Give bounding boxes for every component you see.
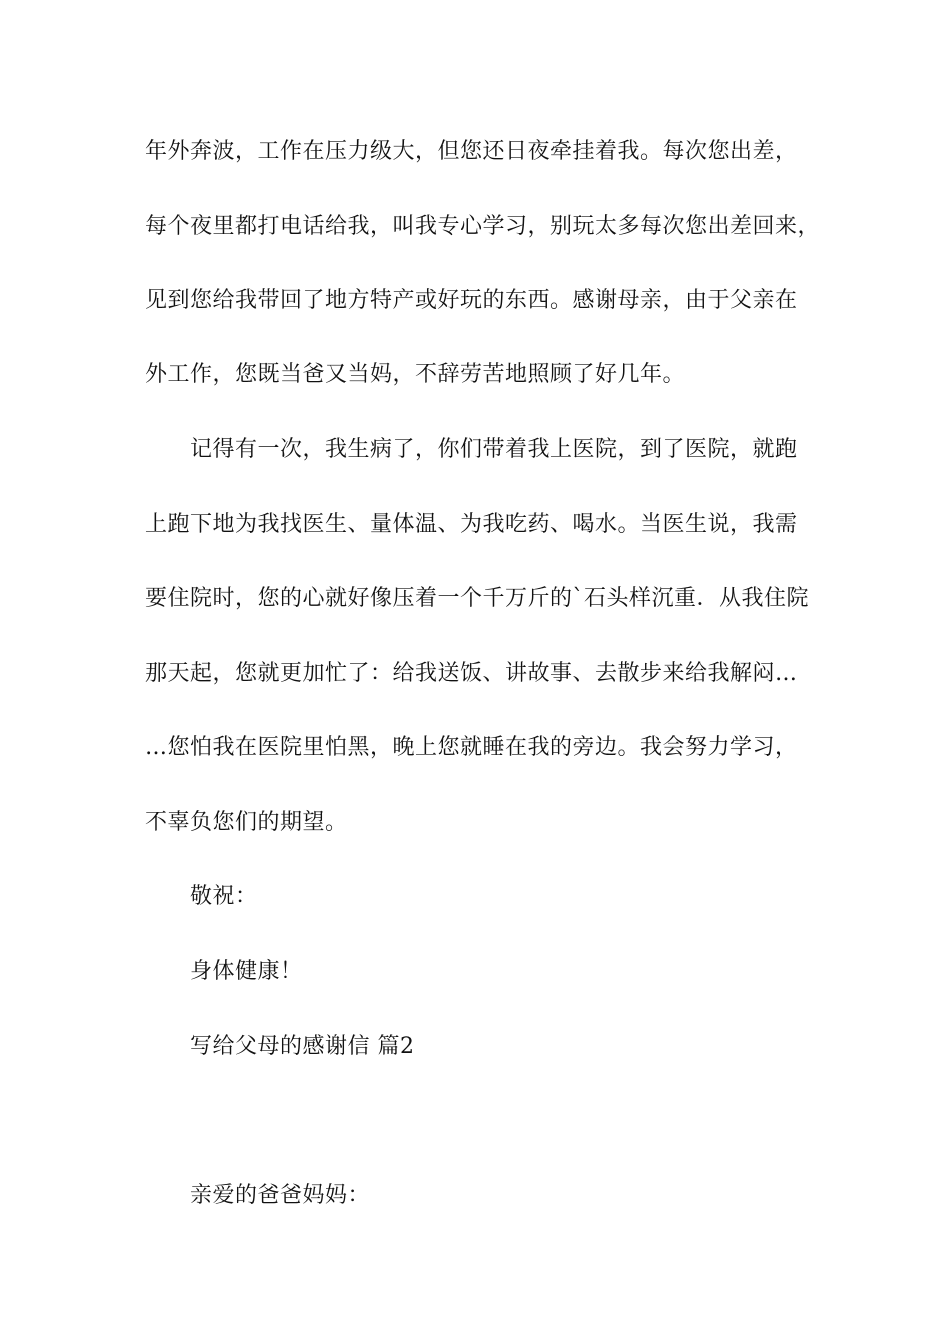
salutation-line: 敬祝： xyxy=(190,884,258,909)
closing-line: 身体健康！ xyxy=(190,959,303,984)
paragraph-line: 上跑下地为我找医生、量体温、为我吃药、喝水。当医生说，我需 xyxy=(145,512,798,537)
paragraph-line: …您怕我在医院里怕黑，晚上您就睡在我的旁边。我会努力学习， xyxy=(145,735,798,760)
paragraph-line: 每个夜里都打电话给我，叫我专心学习，别玩太多每次您出差回来， xyxy=(145,214,821,239)
paragraph-line: 外工作，您既当爸又当妈，不辞劳苦地照顾了好几年。 xyxy=(145,362,686,387)
section-heading: 写给父母的感谢信 篇2 xyxy=(190,1034,415,1059)
paragraph-line: 年外奔波，工作在压力级大，但您还日夜牵挂着我。每次您出差， xyxy=(145,139,798,164)
paragraph-line: 不辜负您们的期望。 xyxy=(145,810,348,835)
paragraph-line: 要住院时，您的心就好像压着一个千万斤的`石头样沉重．从我住院 xyxy=(145,586,810,611)
paragraph-line: 见到您给我带回了地方特产或好玩的东西。感谢母亲，由于父亲在 xyxy=(145,288,798,313)
paragraph-line: 那天起，您就更加忙了：给我送饭、讲故事、去散步来给我解闷… xyxy=(145,661,798,686)
paragraph-line: 记得有一次，我生病了，你们带着我上医院，到了医院，就跑 xyxy=(190,437,798,462)
greeting-line: 亲爱的爸爸妈妈： xyxy=(190,1183,371,1208)
